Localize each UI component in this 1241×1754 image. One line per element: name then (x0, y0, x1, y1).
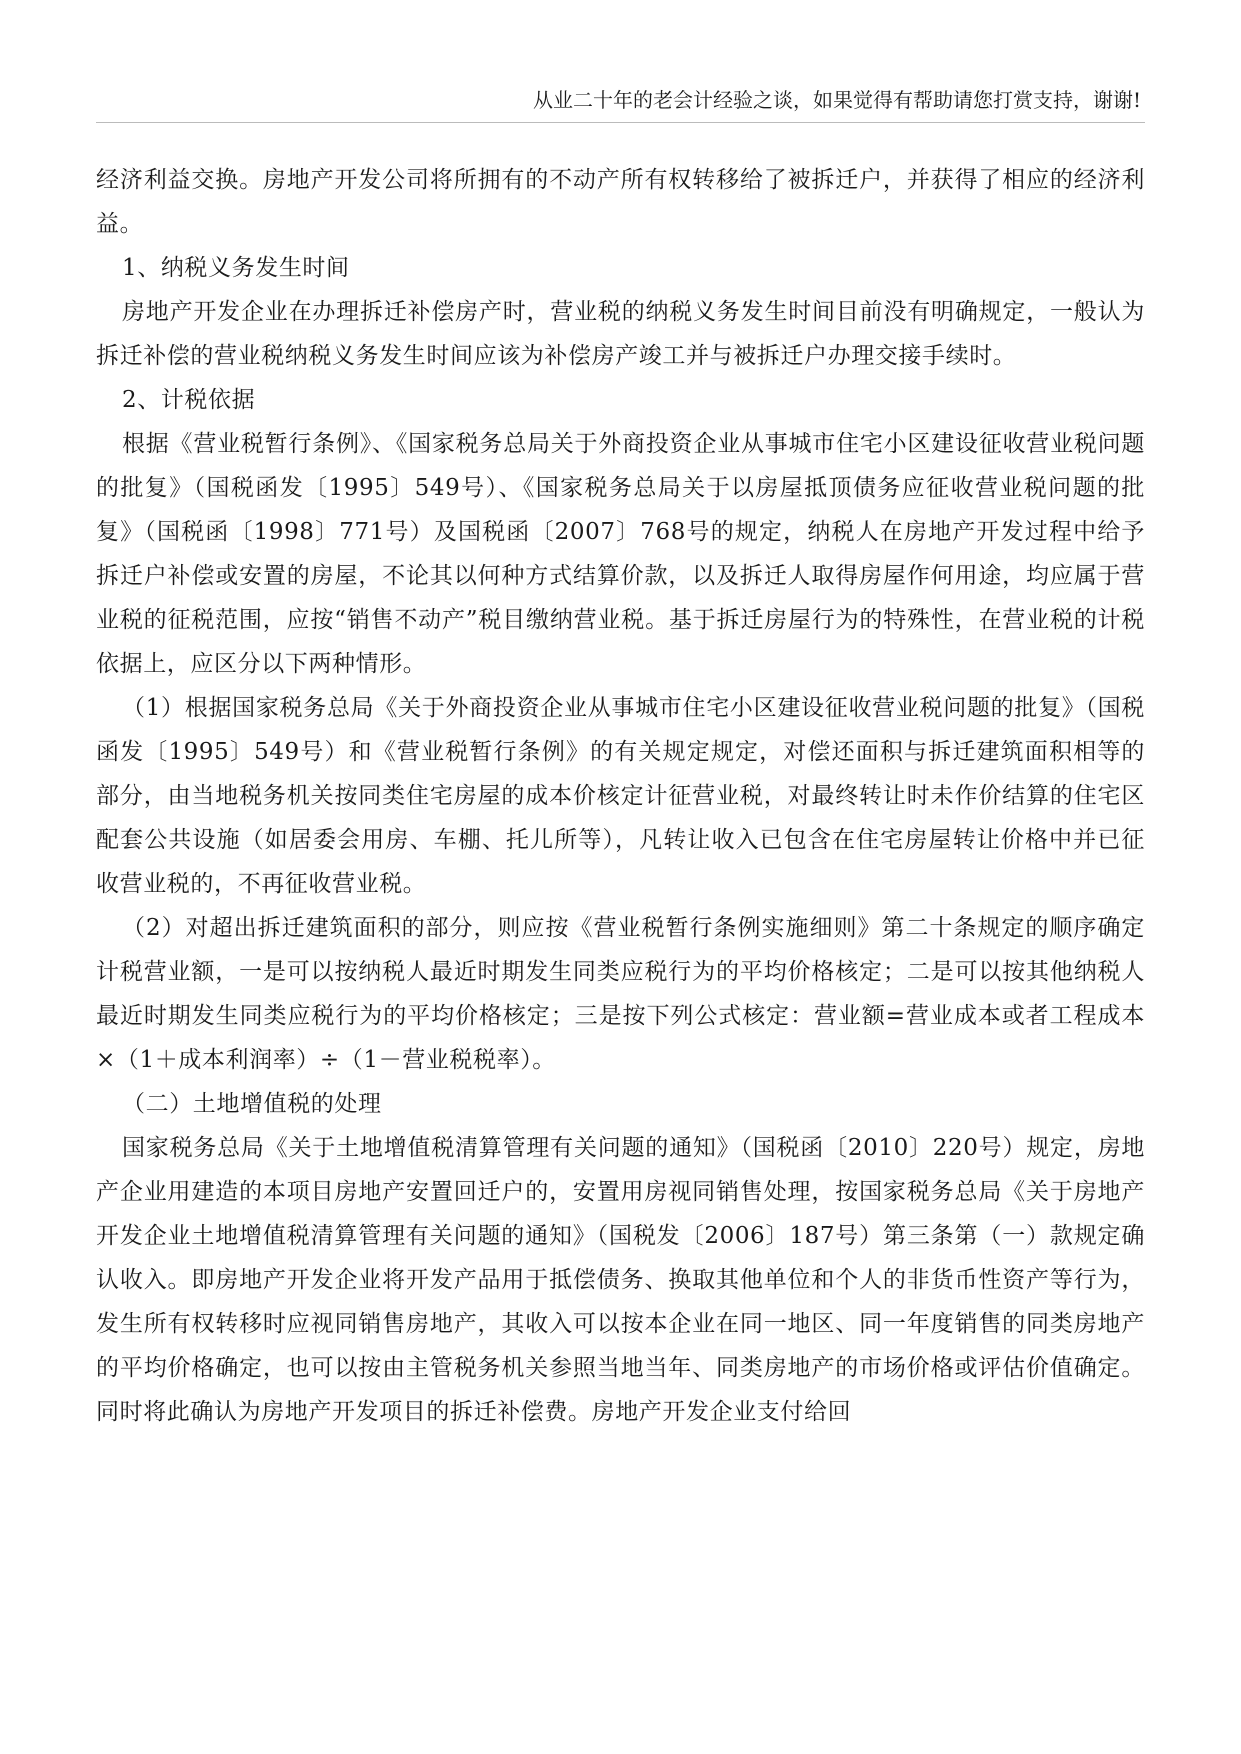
paragraph-tax-obligation-time: 房地产开发企业在办理拆迁补偿房产时，营业税的纳税义务发生时间目前没有明确规定，一般认为拆迁补偿的营业税纳税义务发生时间应该为补偿房产竣工并与被拆迁户办理交接手续时。 (96, 299, 1145, 369)
paragraph-land-vat: 国家税务总局《关于土地增值税清算管理有关问题的通知》（国税函〔2010〕220号）规定，房地产企业用建造的本项目房地产安置回迁户的，安置用房视同销售处理，按国家税务总局《关于房地产开发企业土地增值税清算管理有关问题的通知》（国税发〔2006〕187号）第三条第（一）款规定确认收入。即房地产开发企业将开发产品用于抵偿债务、换取其他单位和个人的非货币性资产等行为，发生所有权转移时应视同销售房地产，其收入可以按本企业在同一地区、同一年度销售的同类房地产的平均价格确定，也可以按由主管税务机关参照当地当年、同类房地产的市场价格或评估价值确定。同时将此确认为房地产开发项目的拆迁补偿费。房地产开发企业支付给回 (96, 1135, 1145, 1425)
header-divider (96, 122, 1145, 123)
page-header-note: 从业二十年的老会计经验之谈，如果觉得有帮助请您打赏支持，谢谢! (532, 88, 1141, 112)
section-heading-tax-basis: 2、计税依据 (122, 387, 256, 413)
section-heading-tax-obligation-time: 1、纳税义务发生时间 (122, 255, 350, 281)
paragraph-tax-basis: 根据《营业税暂行条例》、《国家税务总局关于外商投资企业从事城市住宅小区建设征收营业税问题的批复》（国税函发〔1995〕549号）、《国家税务总局关于以房屋抵顶债务应征收营业税问题的批复》（国税函〔1998〕771号）及国税函〔2007〕768号的规定，纳税人在房地产开发过程中给予拆迁户补偿或安置的房屋，不论其以何种方式结算价款，以及拆迁人取得房屋作何用途，均应属于营业税的征税范围，应按“销售不动产”税目缴纳营业税。基于拆迁房屋行为的特殊性，在营业税的计税依据上，应区分以下两种情形。 (96, 431, 1145, 677)
paragraph-case-2: （2）对超出拆迁建筑面积的部分，则应按《营业税暂行条例实施细则》第二十条规定的顺序确定计税营业额，一是可以按纳税人最近时期发生同类应税行为的平均价格核定；二是可以按其他纳税人最近时期发生同类应税行为的平均价格核定；三是按下列公式核定：营业额=营业成本或者工程成本×（1＋成本利润率）÷（1－营业税税率）。 (96, 915, 1145, 1073)
section-heading-land-vat: （二）土地增值税的处理 (122, 1091, 382, 1117)
paragraph-continuation: 经济利益交换。房地产开发公司将所拥有的不动产所有权转移给了被拆迁户，并获得了相应的经济利益。 (96, 167, 1145, 237)
document-body (96, 158, 1145, 1434)
paragraph-case-1: （1）根据国家税务总局《关于外商投资企业从事城市住宅小区建设征收营业税问题的批复》（国税函发〔1995〕549号）和《营业税暂行条例》的有关规定规定，对偿还面积与拆迁建筑面积相等的部分，由当地税务机关按同类住宅房屋的成本价核定计征营业税，对最终转让时未作价结算的住宅区配套公共设施（如居委会用房、车棚、托儿所等），凡转让收入已包含在住宅房屋转让价格中并已征收营业税的，不再征收营业税。 (96, 695, 1145, 897)
